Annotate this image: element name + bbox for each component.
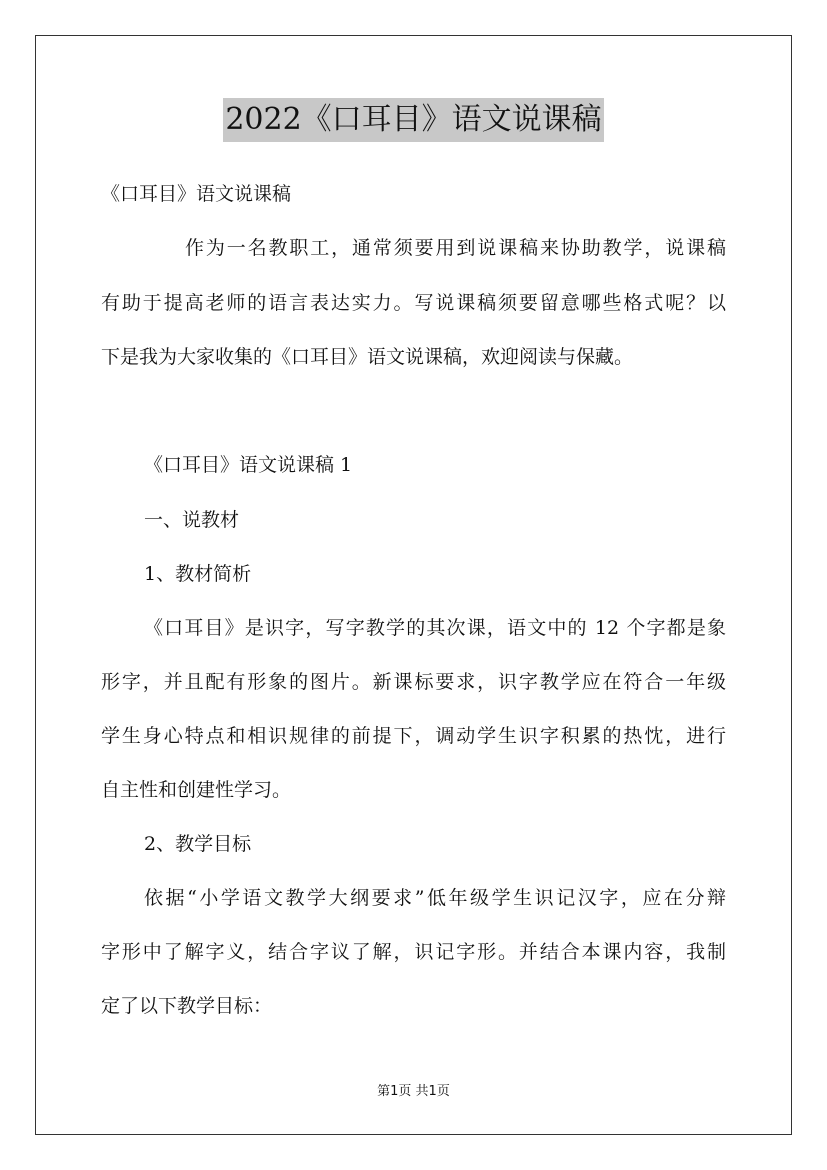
- section-heading: 《口耳目》语文说课稿 1: [144, 454, 353, 476]
- intro-line: 有助于提高老师的语言表达实力。写说课稿须要留意哪些格式呢？以: [101, 292, 726, 314]
- paragraph-line: 定了以下教学目标：: [101, 995, 273, 1017]
- title-container: [0, 98, 827, 142]
- document-title: 2022《口耳目》语文说课稿: [223, 98, 603, 142]
- document-subtitle: 《口耳目》语文说课稿: [101, 183, 292, 205]
- paragraph-line: 形字，并且配有形象的图片。新课标要求，识字教学应在符合一年级: [101, 671, 726, 693]
- paragraph-line: 学生身心特点和相识规律的前提下，调动学生识字积累的热忱，进行: [101, 725, 726, 747]
- page-number: 第1页 共1页: [377, 1084, 450, 1099]
- paragraph-line: 依据“小学语文教学大纲要求”低年级学生识记汉字，应在分辩: [144, 887, 726, 909]
- sub1-heading: 1、教材简析: [144, 563, 252, 585]
- sub2-heading: 2、教学目标: [144, 833, 252, 855]
- paragraph-line: 《口耳目》是识字，写字教学的其次课，语文中的 12 个字都是象: [144, 617, 726, 639]
- intro-line: 下是我为大家收集的《口耳目》语文说课稿，欢迎阅读与保藏。: [101, 346, 634, 368]
- intro-line: 作为一名教职工，通常须要用到说课稿来协助教学，说课稿: [185, 237, 726, 259]
- paragraph-line: 字形中了解字义，结合字议了解，识记字形。并结合本课内容，我制: [101, 941, 726, 963]
- part-heading: 一、说教材: [144, 509, 240, 531]
- paragraph-line: 自主性和创建性学习。: [101, 779, 292, 801]
